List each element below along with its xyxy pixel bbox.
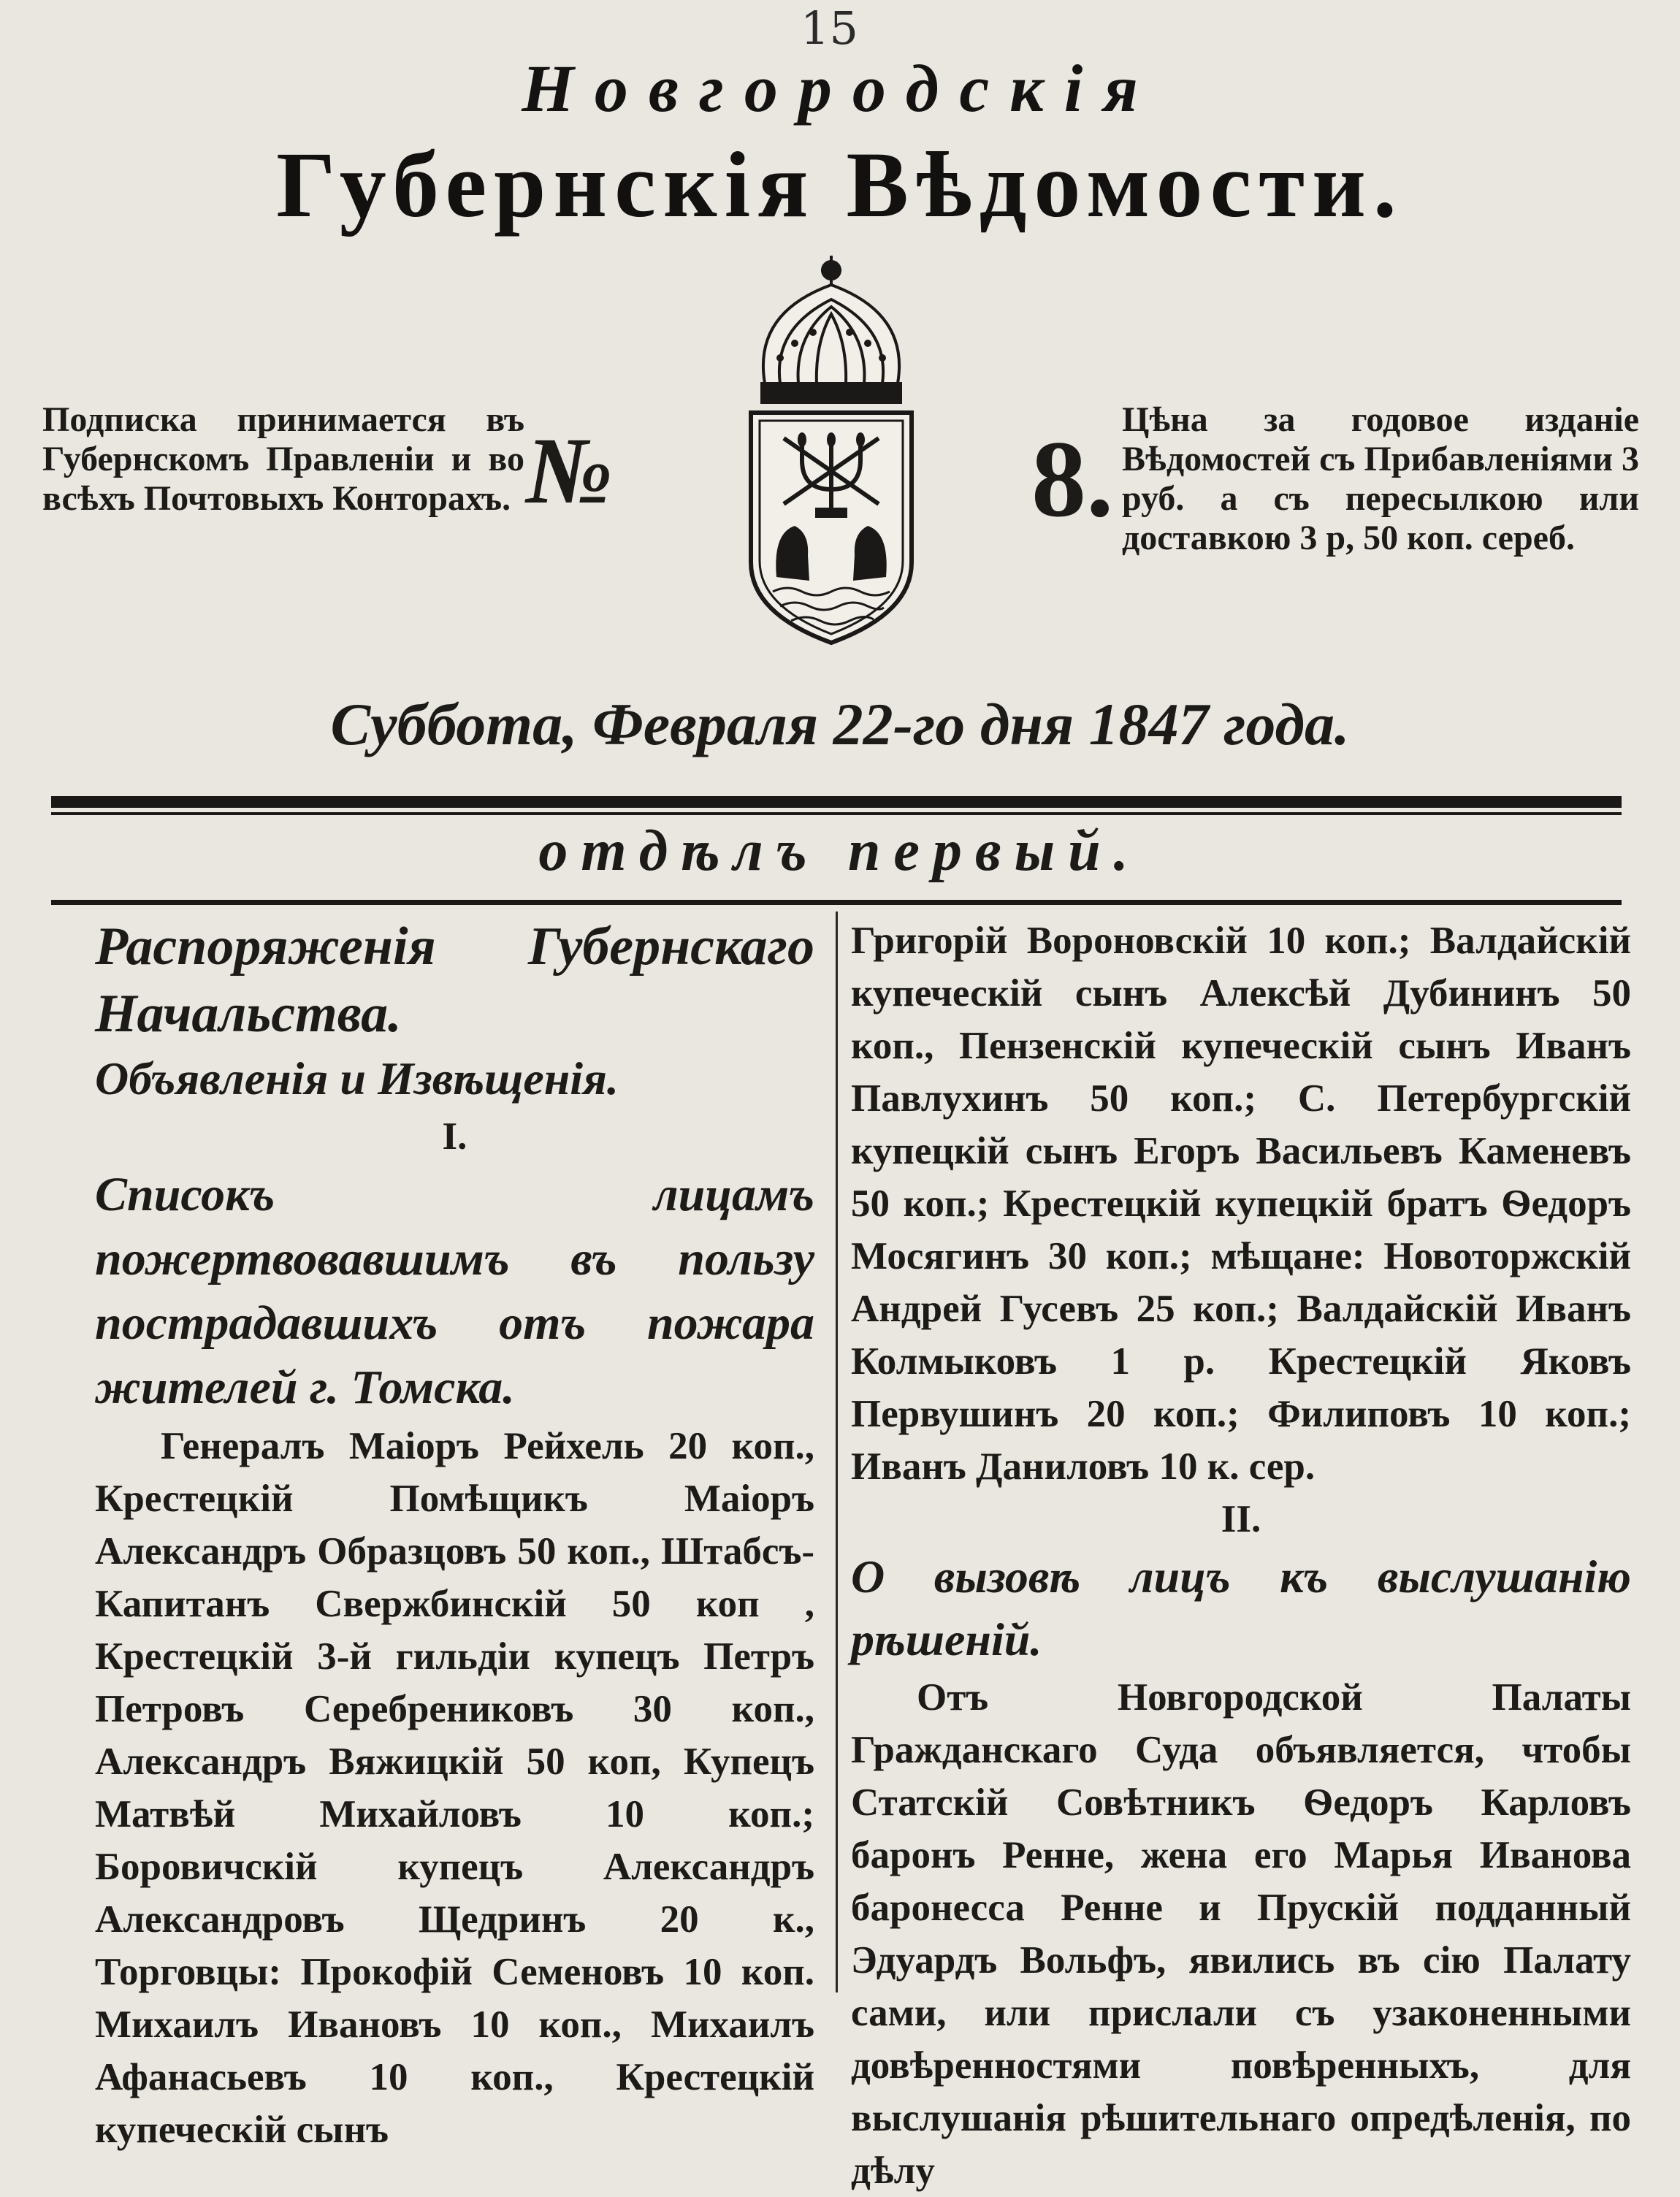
right-column <box>851 914 1631 2197</box>
issue-date: Суббота, Февраля 22-го дня 1847 года. <box>330 691 1350 757</box>
divider <box>51 796 1622 808</box>
column-divider <box>836 912 838 1992</box>
roman-numeral-2: II. <box>1221 1498 1261 1540</box>
page-number: 15 <box>801 1 858 55</box>
divider <box>51 812 1622 815</box>
heading-summons: О вызовѣ лицъ къ выслушанію рѣшеній. <box>851 1551 1631 1665</box>
masthead-title: Губернскія Вѣдомости. <box>276 133 1404 237</box>
left-column <box>95 913 814 2156</box>
issue-number: 8. <box>1031 419 1114 540</box>
donors-list-body: Генералъ Маіоръ Рейхель 20 коп., Крестецкій Помѣщикъ Маіоръ Александръ Образцовъ 50 коп., Штабсъ-Капитанъ Свержбинскій 50 коп , Крестецкій 3-й гильдіи купецъ Петръ Петровъ Серебрениковъ 30 коп., Александръ Вяжицкій 50 коп, Купецъ Матвѣй Михайловъ 10 коп.; Боровичскій купецъ Александръ Александровъ Щедринъ 20 к., Торговцы: Прокофій Семеновъ 10 коп. Михаилъ Ивановъ 10 коп., Михаилъ Афанасьевъ 10 коп., Крестецкій купеческій сынъ <box>95 1425 814 2151</box>
divider <box>51 900 1622 905</box>
subscription-info: Подписка принимается въ Губернскомъ Правленіи и во всѣхъ Почтовыхъ Конторахъ. <box>42 400 524 518</box>
heading-orders: Распоряженія Губернскаго Начальства. <box>95 917 814 1044</box>
donors-list-continued: Григорій Вороновскій 10 коп.; Валдайскій купеческій сынъ Алексѣй Дубининъ 50 коп., Пензенскій купеческій сынъ Иванъ Павлухинъ 50 коп.; С. Петербургскій купецкій сынъ Егоръ Васильевъ Каменевъ 50 коп.; Крестецкій купецкій братъ Ѳедоръ Мосягинъ 30 коп.; мѣщане: Новоторжскій Андрей Гусевъ 25 коп.; Валдайскій Иванъ Колмыковъ 1 р. Крестецкій Яковъ Первушинъ 20 коп.; Филиповъ 10 коп.; Иванъ Даниловъ 10 к. сер. <box>851 920 1631 1488</box>
donors-list-title: Списокъ лицамъ пожертвовавшимъ въ пользу пострадавшихъ отъ пожара жителей г. Томска. <box>95 1168 814 1414</box>
section-title: отдѣлъ первый. <box>538 819 1142 883</box>
novgorod-crest-icon <box>722 248 941 657</box>
heading-announcements: Объявленія и Извѣщенія. <box>95 1052 619 1104</box>
masthead-region-title: Новгородскія <box>522 51 1158 126</box>
issue-number-sign: № <box>526 419 613 524</box>
price-info: Цѣна за годовое изданіе Вѣдомостей съ Прибавленіями 3 руб. а съ пересылкою или доставкою 3 р, 50 коп. сереб. <box>1122 400 1639 557</box>
summons-body: Отъ Новгородской Палаты Гражданскаго Суда объявляется, чтобы Статскій Совѣтникъ Ѳедоръ Карловъ баронъ Ренне, жена его Марья Иванова баронесса Ренне и Прускій подданный Эдуардъ Вольфъ, явились въ сію Палату сами, или прислали съ узаконенными довѣренностями повѣренныхъ, для выслушанія рѣшительнаго опредѣленія, по дѣлу <box>851 1676 1631 2192</box>
roman-numeral-1: I. <box>442 1115 467 1158</box>
